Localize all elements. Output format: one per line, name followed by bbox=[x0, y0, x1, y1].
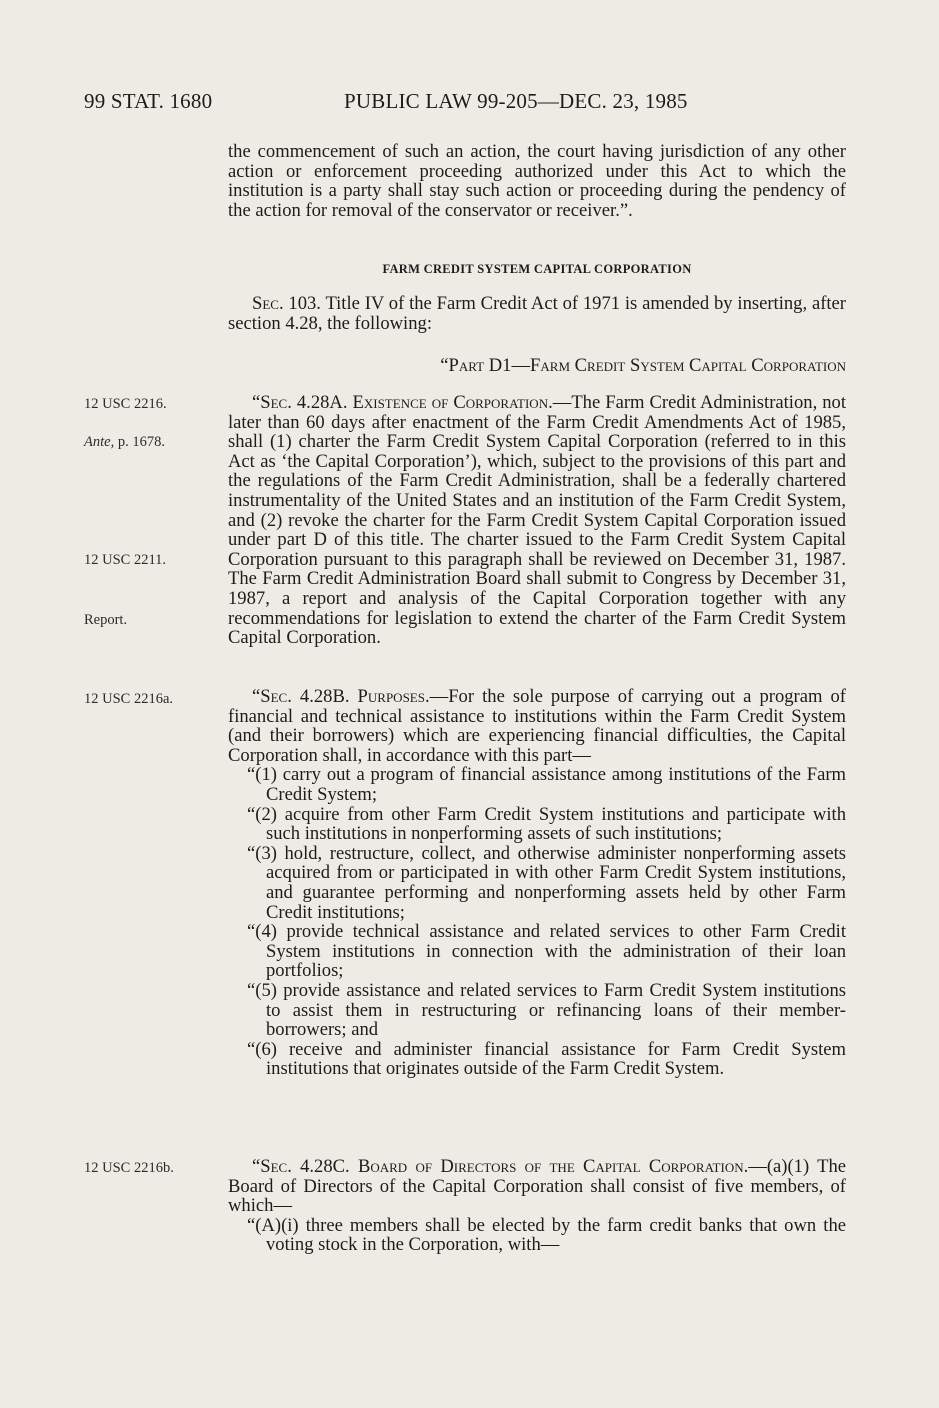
margin-note-12-usc-2216: 12 USC 2216. bbox=[84, 396, 167, 412]
sec-4-28a-text: —The Farm Credit Administration, not later than 60 days after enactment of the Farm Credit Amendments Act of 1985, shall (1) charter the Farm Credit System Capital Corporation (referred to in this Act as ‘the Capital Corporation’), which, subject to the provisions of this part and the regulations of the Farm Credit Administration, shall be a federally chartered instrumentality of the United States and an institution of the Farm Credit System, and (2) revoke the charter for the Farm Credit System Capital Corporation issued under part D of this title. The charter issued to the Farm Credit System Capital Corporation pursuant to this paragraph shall be reviewed on December 31, 1987. The Farm Credit Administration Board shall submit to Congress by December 31, 1987, a report and analysis of the Capital Corporation together with any recommendations for legislation to extend the charter of the Farm Credit System Capital Corporation. bbox=[228, 392, 846, 649]
sec-4-28c-label: “Sec. 4.28C. Board of Directors of the Capital Corporation. bbox=[252, 1156, 749, 1177]
part-heading-text: “Part D1—Farm Credit System Capital Corporation bbox=[440, 355, 846, 376]
purpose-item-3: “(3) hold, restructure, collect, and otherwise administer nonperforming assets acquired from or participated in with other Farm Credit System institutions, and guarantee performing and nonperforming assets held by other Farm Credit institutions; bbox=[247, 842, 846, 923]
intro-paragraph bbox=[228, 142, 846, 220]
ante-page: p. 1678. bbox=[117, 434, 165, 450]
purpose-item-4: “(4) provide technical assistance and related services to other Farm Credit System institutions in connection with the administration of their loan portfolios; bbox=[247, 921, 846, 982]
part-heading bbox=[228, 356, 846, 376]
law-title: PUBLIC LAW 99-205—DEC. 23, 1985 bbox=[344, 89, 688, 113]
margin-note-12-usc-2211: 12 USC 2211. bbox=[84, 552, 167, 568]
sec-103 bbox=[228, 294, 846, 333]
purpose-item-2: “(2) acquire from other Farm Credit System institutions and participate with such institutions in nonperforming assets of such institutions; bbox=[247, 803, 846, 845]
purpose-item-6: “(6) receive and administer financial assistance for Farm Credit System institutions that originates outside of the Farm Credit System. bbox=[247, 1038, 846, 1080]
section-heading: FARM CREDIT SYSTEM CAPITAL CORPORATION bbox=[382, 262, 692, 276]
margin-note-ante bbox=[84, 434, 165, 451]
purpose-item-5: “(5) provide assistance and related services to Farm Credit System institutions to assist them in restructuring or refinancing loans of their member-borrowers; and bbox=[247, 979, 846, 1041]
page-header bbox=[84, 89, 844, 119]
stat-citation: 99 STAT. 1680 bbox=[84, 89, 213, 113]
sec-4-28b bbox=[228, 687, 846, 1079]
sec-4-28a bbox=[228, 393, 846, 648]
sec-103-label: Sec. 103. bbox=[252, 293, 321, 314]
purpose-item-1: “(1) carry out a program of financial assistance among institutions of the Farm Credit System; bbox=[247, 764, 846, 805]
sec-4-28c bbox=[228, 1157, 846, 1255]
board-item-a: “(A)(i) three members shall be elected by the farm credit banks that own the voting stock in the Corporation, with— bbox=[247, 1214, 846, 1256]
ante-label: Ante, bbox=[84, 434, 115, 450]
sec-4-28a-label: “Sec. 4.28A. Existence of Corporation. bbox=[252, 392, 553, 413]
sec-4-28c-text: —(a)(1) The Board of Directors of the Capital Corporation shall consist of five members, of which— bbox=[228, 1156, 846, 1217]
margin-note-report: Report. bbox=[84, 612, 128, 628]
sec-4-28b-label: “Sec. 4.28B. Purposes. bbox=[252, 686, 430, 707]
margin-note-12-usc-2216b: 12 USC 2216b. bbox=[84, 1160, 174, 1176]
intro-text: the commencement of such an action, the court having jurisdiction of any other action or enforcement proceeding authorized under this Act to which the institution is a party shall stay such action or proceeding during the pendency of the action for removal of the conservator or receiver.”. bbox=[228, 141, 846, 221]
margin-note-12-usc-2216a: 12 USC 2216a. bbox=[84, 691, 174, 707]
sec-103-text: Title IV of the Farm Credit Act of 1971 is amended by inserting, after section 4.28, the following: bbox=[228, 293, 846, 334]
sec-4-28b-text: —For the sole purpose of carrying out a program of financial and technical assistance to institutions within the Farm Credit System (and their borrowers) which are experiencing financial difficulties, the Capital Corporation shall, in accordance with this part— bbox=[228, 686, 846, 766]
